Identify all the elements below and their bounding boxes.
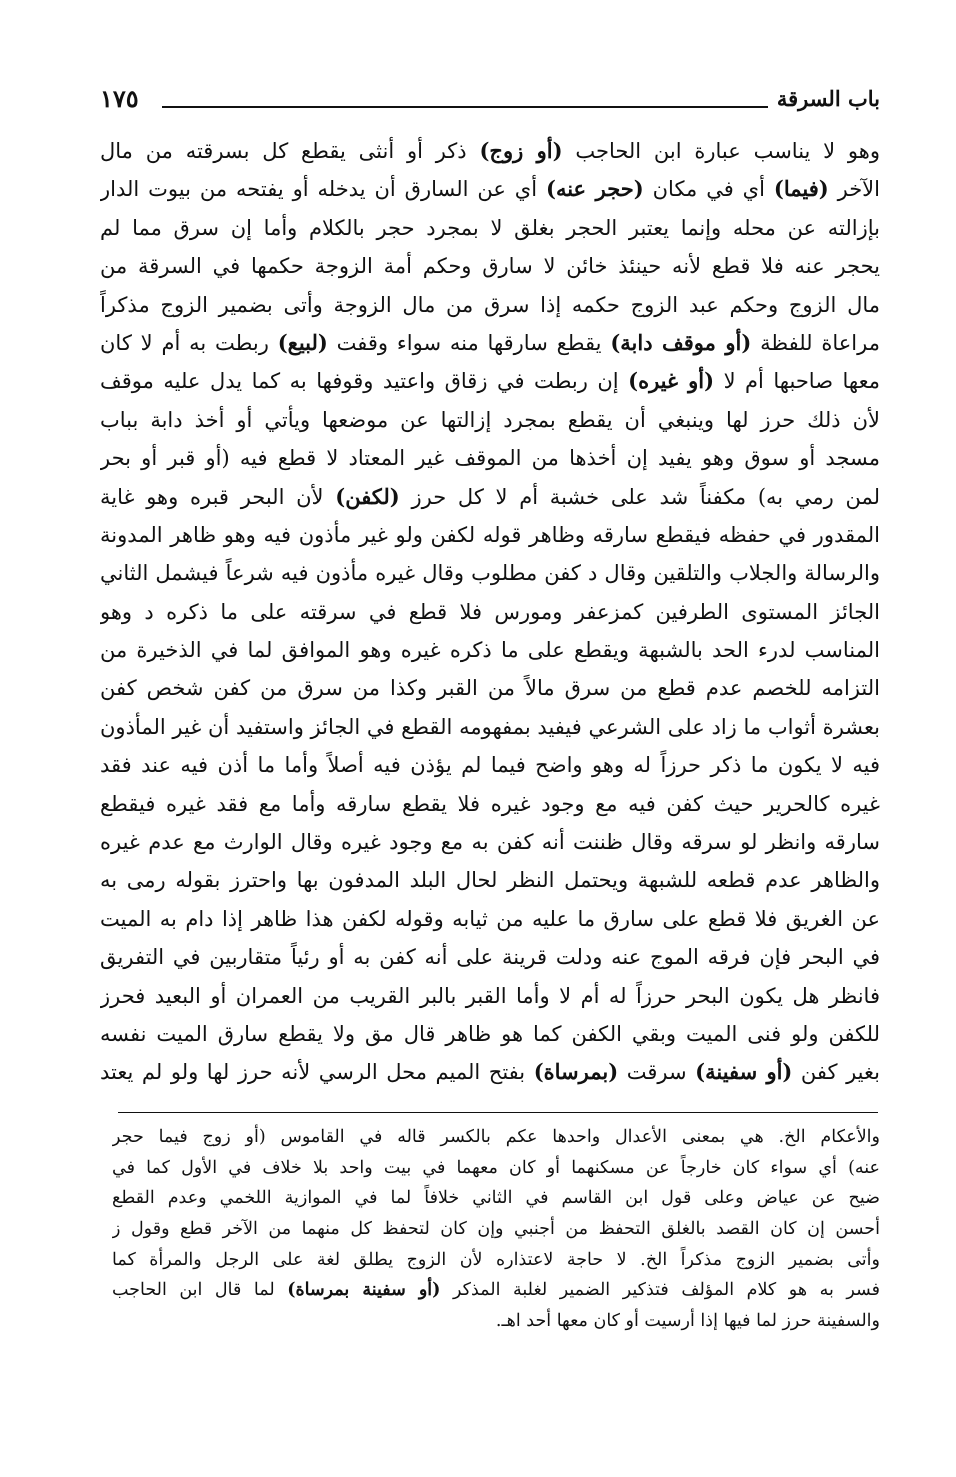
footnote-line: وأتى بضمير الزوج مذكراً الخ. لا حاجة لاعتذاره لأن الزوج يطلق لغة على الرجل والمرأة كما — [112, 1249, 880, 1270]
text-line: عن الغريق فلا قطع على سارق ما عليه من ثيابه وقوله لكفن هذا ظاهر إذا دام به الميت — [100, 906, 880, 931]
text-line: التزامه للخصم عدم قطع من سرق مالاً من القبر وكذا من سرق من كفن شخص كفن — [100, 676, 880, 701]
text-line: لمن رمي به) مكفناً شد على خشبة أم لا كل حرز (لكفن) لأن البحر قبره وهو غاية — [100, 483, 880, 509]
footnotes — [112, 1122, 880, 1372]
chapter-title: باب السرقة — [776, 86, 880, 111]
header-rule — [162, 106, 768, 108]
text-line: لأن ذلك حرز لها وينبغي أن يقطع بمجرد إزالتها عن موضعها ويأتي أو أخذ دابة بباب — [100, 407, 880, 432]
text-line: بعشرة أثواب ما زاد على الشرعي فيفيد بمفهومه القطع في الجائز واستفيد أن غير المأذون — [100, 714, 880, 739]
text-line: سارقه وانظر لو سرقه وقال ظننت أنه كفن به مع وجود غيره وقال الوارث مع عدم غيره — [100, 830, 880, 855]
text-line: فيه لا يكون ما ذكر حرزاً له وهو واضح فيما لم يؤذن فيه أصلاً وأما ما أذن فيه عند فقد — [100, 753, 880, 778]
footnote-line: عنه) أي سواء كان خارجاً عن مسكنهما أو كان معهما في بيت واحد بلا خلاف في الأول كما في — [112, 1157, 880, 1178]
text-line: وهو لا يناسب عبارة ابن الحاجب (أو زوج) ذكر أو أنثى يقطع كل بسرقته من مال — [100, 138, 880, 163]
footnote-line: ضيح عن عياض وعلى قول ابن القاسم في الثاني خلافاً لما في الموازية اللخمي وعدم القطع — [112, 1188, 880, 1209]
footnote-line: والأعكام الخ. هي بمعنى الأعدال واحدها عكم بالكسر قاله في القاموس (أو زوج فيما حجر — [112, 1127, 880, 1147]
text-line: فانظر هل يكون البحر حرزاً له أم لا وأما القبر بالبر القريب من العمران أو البعيد فحرز — [100, 983, 880, 1008]
footnote-line: أحسن إن كان القصد بالغلق التحفظ من أجنبي وإن كان لتحفظ كل منهما من الآخر قطع وقول ز — [112, 1219, 880, 1240]
text-line: بإزالته عن محله وإنما يعتبر الحجر بغلق لا بمجرد حجر بالكلام وأما إن سرق مما لم — [100, 215, 880, 240]
text-line: والرسالة والجلاب والتلقين وقال د كفن مطلوب وقال غيره مأذون فيه شرعاً فيشمل الثاني — [100, 561, 880, 586]
text-line: المقدور في حفظه فيقطع سارقه وظاهر قوله لكفن ولو غير مأذون فيه وهو ظاهر المدونة — [100, 522, 880, 547]
main-text — [100, 132, 880, 1092]
text-line: معها صاحبها أم لا (أو غيره) إن ربطت في زقاق واعتيد وقوفها به كما يدل عليه موقف — [100, 368, 880, 394]
text-line: في البحر فإن فرقه الموج عنه ودلت قرينة على أنه كفن به أو رئياً متقاربين في التفريق — [100, 945, 880, 970]
text-line: للكفن ولو فنى الميت وبقي الكفن كما هو ظاهر قال مق ولا يقطع سارق الميت نفسه — [100, 1021, 880, 1046]
text-line: غيره كالحرير حيث كفن فيه مع وجود غيره فلا يقطع سارقه وأما مع فقد غيره فيقطع — [100, 791, 880, 816]
text-line: والظاهر عدم قطعه للشبهة ويحتمل النظر لحال البلد المدفون بها واحترز بقوله رمى به — [100, 868, 880, 893]
text-line: يحجر عنه فلا قطع لأنه حينئذ خائن لا سارق وحكم أمة الزوجة حكمها في السرقة من — [100, 254, 880, 279]
text-line: مسجد أو سوق وهو يفيد إن أخذها من الموقف غير المعتاد لا قطع فيه (أو قبر أو بحر — [100, 446, 880, 471]
text-line: مال الزوج وحكم عبد الزوج حكمه إذا سرق من مال الزوجة وأتى بضمير الزوج مذكراً — [100, 292, 880, 317]
text-line: مراعاة للفظة (أو موقف دابة) يقطع سارقها منه سواء وقفت (لبيع) ربطت به أم لا كان — [100, 329, 880, 355]
text-line: المناسب لدرء الحد بالشبهة ويقطع على ما ذكره غيره وهو الموافق لما في الذخيرة من — [100, 638, 880, 663]
text-line: الآخر (فيما) أي في مكان (حجر عنه) أي عن السارق أن يدخله أو يفتحه من بيوت الدار — [100, 176, 880, 202]
footnote-line: والسفينة حرز لما فيها إذا أرسيت أو كان معها أحد اهـ. — [495, 1311, 880, 1332]
text-line: بغير كفن (أو سفينة) سرقت (بمرساة) بفتح الميم محل الرسي لأنه حرز لها ولو لم يعتد — [100, 1059, 880, 1085]
footnote-divider — [118, 1112, 878, 1113]
page-number: ١٧٥ — [100, 84, 139, 113]
text-line: الجائز المستوى الطرفين كمزعفر ومورس فلا قطع في سرقته على ما ذكره د وهو — [100, 599, 880, 624]
footnote-line: فسر به هو كلام المؤلف فتذكير الضمير لغلبة المذكر (أو سفينة بمرساة) لما قال ابن الحاجب — [112, 1280, 880, 1301]
page-header — [100, 82, 880, 122]
